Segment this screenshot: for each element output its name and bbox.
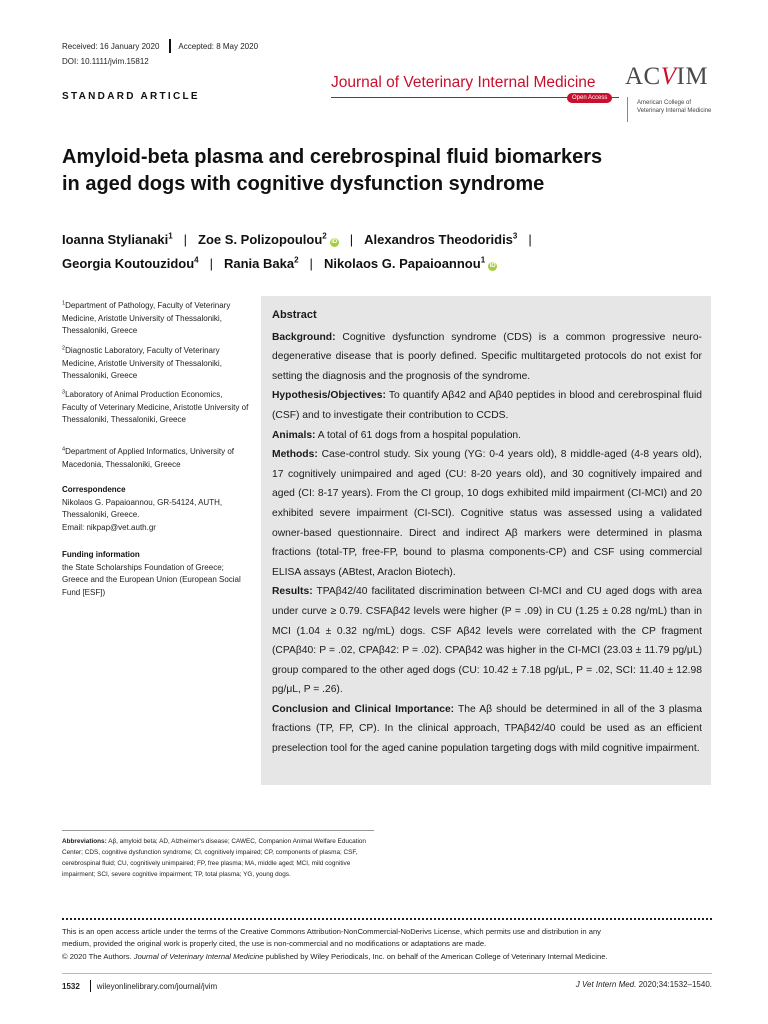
- license-line-2: medium, provided the original work is properly cited, the use is non-commercial and no modifications or adaptations are made.: [62, 939, 487, 949]
- affiliation-number: 2: [62, 345, 66, 352]
- correspondence: [62, 484, 250, 534]
- orcid-icon[interactable]: iD: [489, 263, 496, 269]
- author-name[interactable]: Ioanna Stylianaki: [62, 232, 169, 247]
- abstract-results: [272, 582, 702, 700]
- affiliation-marker: 2: [322, 231, 327, 241]
- journal-url[interactable]: wileyonlinelibrary.com/journal/jvim: [96, 982, 218, 991]
- affiliation-4: [62, 446, 250, 471]
- affiliation-text: Department of Applied Informatics, University of Macedonia, Thessaloniki, Greece: [62, 447, 235, 469]
- abstract-label: Conclusion and Clinical Importance:: [272, 703, 455, 715]
- correspondence-email[interactable]: Email: nikpap@vet.auth.gr: [62, 522, 156, 532]
- correspondence-heading: Correspondence: [62, 485, 126, 494]
- received-date: Received: 16 January 2020: [62, 42, 160, 51]
- author-name[interactable]: Georgia Koutouzidou: [62, 256, 195, 271]
- acvim-subtitle: [637, 99, 711, 115]
- citation-details: 2020;34:1532–1540.: [638, 980, 712, 989]
- page-number: 1532: [62, 982, 80, 991]
- author-line-2: Georgia Koutouzidou$^4$ | Rania Baka$^2$ | Nikolaos G. Papaioannou$^1$iD: [62, 255, 496, 271]
- abstract-text: The Aβ should be determined in all of the 3 plasma fractions (TP, FP, CP). In the clinical approach, TPAβ42/40 could be used as an efficient preselection tool for the aged canine population targeting dogs with mild cognitive impairment.: [272, 703, 702, 755]
- accepted-date: Accepted: 8 May 2020: [178, 42, 259, 51]
- abbreviations-rule: [62, 830, 374, 831]
- affiliation-2: [62, 345, 250, 383]
- author-list: [62, 228, 702, 276]
- copyright-suffix: published by Wiley Periodicals, Inc. on behalf of the American College of Veterinary Internal Medicine.: [265, 951, 608, 961]
- affiliation-number: 4: [62, 446, 66, 453]
- abstract-animals: [272, 426, 702, 446]
- doi[interactable]: DOI: 10.1111/jvim.15812: [62, 57, 149, 66]
- abstract-label: Results:: [272, 586, 313, 598]
- abbreviations-text: Aβ, amyloid beta; AD, Alzheimer's disease; CAWEC, Companion Animal Welfare Education Center; CDS, cognitive dysfunction syndrome; CI, cognitively impaired; CP, components of plasma; CSF, cerebrospinal fluid; CU, cognitively unimpaired; FP, free plasma; MA, middle aged; MCI, mild cognitive impairment; SCI, severe cognitive impairment; TP, total plasma; YG, young dogs.: [62, 838, 366, 878]
- copyright-prefix: © 2020 The Authors.: [62, 951, 132, 961]
- affiliation-text: Department of Pathology, Faculty of Veterinary Medicine, Aristotle University of Thessaloniki, Thessaloniki, Greece: [62, 301, 231, 336]
- correspondence-address: Nikolaos G. Papaioannou, GR-54124, AUTH, Thessaloniki, Greece.: [62, 497, 223, 520]
- acvim-subtitle-line-1: American College of: [637, 100, 692, 106]
- article-title-line-2: in aged dogs with cognitive dysfunction syndrome: [62, 173, 545, 195]
- abstract-background: [272, 328, 702, 387]
- abstract-label: Animals:: [272, 429, 316, 441]
- divider: [90, 980, 91, 992]
- footer-left: [62, 980, 217, 992]
- acvim-logo-im: IM: [676, 63, 709, 90]
- abstract-heading: Abstract: [272, 309, 317, 321]
- abstract-label: Background:: [272, 331, 336, 343]
- affiliation-text: Laboratory of Animal Production Economics, Faculty of Veterinary Medicine, Aristotle University of Thessaloniki, Thessaloniki, Greece: [62, 390, 249, 425]
- article-title-line-1: Amyloid-beta plasma and cerebrospinal fluid biomarkers: [62, 146, 603, 168]
- article-dates: [62, 39, 258, 53]
- citation-journal: J Vet Intern Med.: [575, 980, 637, 989]
- acvim-subtitle-line-2: Veterinary Internal Medicine: [637, 108, 712, 114]
- acvim-logo: [625, 63, 708, 91]
- abstract-hypothesis: [272, 386, 702, 425]
- copyright-line: [62, 951, 712, 963]
- section-label: STANDARD ARTICLE: [62, 91, 200, 102]
- abstract-methods: [272, 445, 702, 582]
- author-line-1: Ioanna Stylianaki$^1$ | Zoe S. Polizopoulou$^2$iD | Alexandros Theodoridis$^3$ |: [62, 231, 532, 247]
- abstract-text: A total of 61 dogs from a hospital population.: [317, 429, 522, 441]
- open-access-badge: Open Access: [567, 93, 612, 103]
- acvim-logo-v: V: [660, 63, 677, 90]
- abstract-text: Case-control study. Six young (YG: 0-4 years old), 8 middle-aged (4-8 years old), 17 cognitively unimpaired and aged (CU: 8-20 years old), and 30 cognitively impaired and aged (CI: 8-17 years). From the CI group, 10 dogs exhibited mild impairment (CI-MCI) and 20 exhibited severe impairment (CI-SCI). Cognitive status was assessed using a validated owner-based questionnaire. Direct and indirect Aβ markers were determined in plasma fractions (total-TP, free-FP, bound to plasma components-CP) and CSF using commercial ELISA assays (ABtest, Araclon Biotech).: [272, 449, 702, 578]
- copyright-journal: Journal of Veterinary Internal Medicine: [133, 951, 264, 961]
- abstract-label: Hypothesis/Objectives:: [272, 390, 386, 402]
- orcid-icon[interactable]: iD: [331, 239, 338, 245]
- affiliation-marker: 2: [294, 255, 299, 265]
- abstract-text: TPAβ42/40 facilitated discrimination between CI-MCI and CU aged dogs with area under curve ≥ 0.79. CSFAβ42 levels were higher (P = .09) in CU (1.25 ± 0.28 ng/mL) than in MCI (1.04 ± 0.32 ng/mL) dogs. CSF Aβ42 levels were correlated with the CP fragment (CPAβ40: P = .02, CPAβ42: P = .02). CPAβ42 was higher in the CI-MCI (23.03 ± 11.79 pg/μL) group compared to the other aged dogs (CU: 10.42 ± 7.18 pg/μL, P = .02, SCI: 11.40 ± 12.98 pg/μL, P = .26).: [272, 586, 702, 696]
- citation: [576, 980, 712, 989]
- abbreviations-label: Abbreviations:: [62, 838, 107, 845]
- footer-rule: [62, 973, 712, 974]
- abstract: [272, 306, 702, 759]
- abstract-label: Methods:: [272, 449, 318, 461]
- affiliation-marker: 1: [480, 255, 486, 265]
- journal-name: Journal of Veterinary Internal Medicine: [331, 74, 596, 91]
- author-name[interactable]: Alexandros Theodoridis: [364, 232, 513, 247]
- affiliation-text: Diagnostic Laboratory, Faculty of Veterinary Medicine, Aristotle University of Thessaloniki, Thessaloniki, Greece: [62, 346, 222, 381]
- affiliation-number: 1: [62, 300, 66, 307]
- funding-text: the State Scholarships Foundation of Greece; Greece and the European Union (European Social Fund [ESF]): [62, 562, 241, 597]
- license-rule: [62, 918, 712, 920]
- affiliation-marker: 4: [194, 255, 199, 265]
- affiliation-marker: 3: [512, 231, 518, 241]
- funding-heading: Funding information: [62, 550, 140, 559]
- affiliation-1: [62, 300, 250, 338]
- affiliation-marker: 1: [168, 231, 173, 241]
- article-title: [62, 144, 702, 198]
- license-line-1: This is an open access article under the terms of the Creative Commons Attribution-NonCommercial-NoDerivs License, which permits use and distribution in any: [62, 927, 601, 936]
- abstract-text: Cognitive dysfunction syndrome (CDS) is a common progressive neuro-degenerative disease that is poorly defined. Specific multitargeted protocols do not exist for setting the diagnosis and the prognosis of the syndrome.: [272, 331, 702, 382]
- author-name[interactable]: Zoe S. Polizopoulou: [198, 232, 323, 247]
- abstract-conclusion: [272, 700, 702, 759]
- abbreviations: [62, 836, 377, 880]
- funding-info: [62, 549, 250, 599]
- divider: [169, 39, 171, 53]
- license-notice: [62, 926, 712, 963]
- author-name[interactable]: Rania Baka: [224, 256, 295, 271]
- acvim-logo-ac: AC: [625, 63, 661, 90]
- abstract-text: To quantify Aβ42 and Aβ40 peptides in blood and cerebrospinal fluid (CSF) and to investigate their contribution to CCDS.: [272, 390, 702, 421]
- logo-divider: [627, 97, 628, 122]
- author-name[interactable]: Nikolaos G. Papaioannou: [323, 256, 481, 271]
- affiliation-3: [62, 389, 250, 427]
- affiliation-number: 3: [62, 389, 66, 396]
